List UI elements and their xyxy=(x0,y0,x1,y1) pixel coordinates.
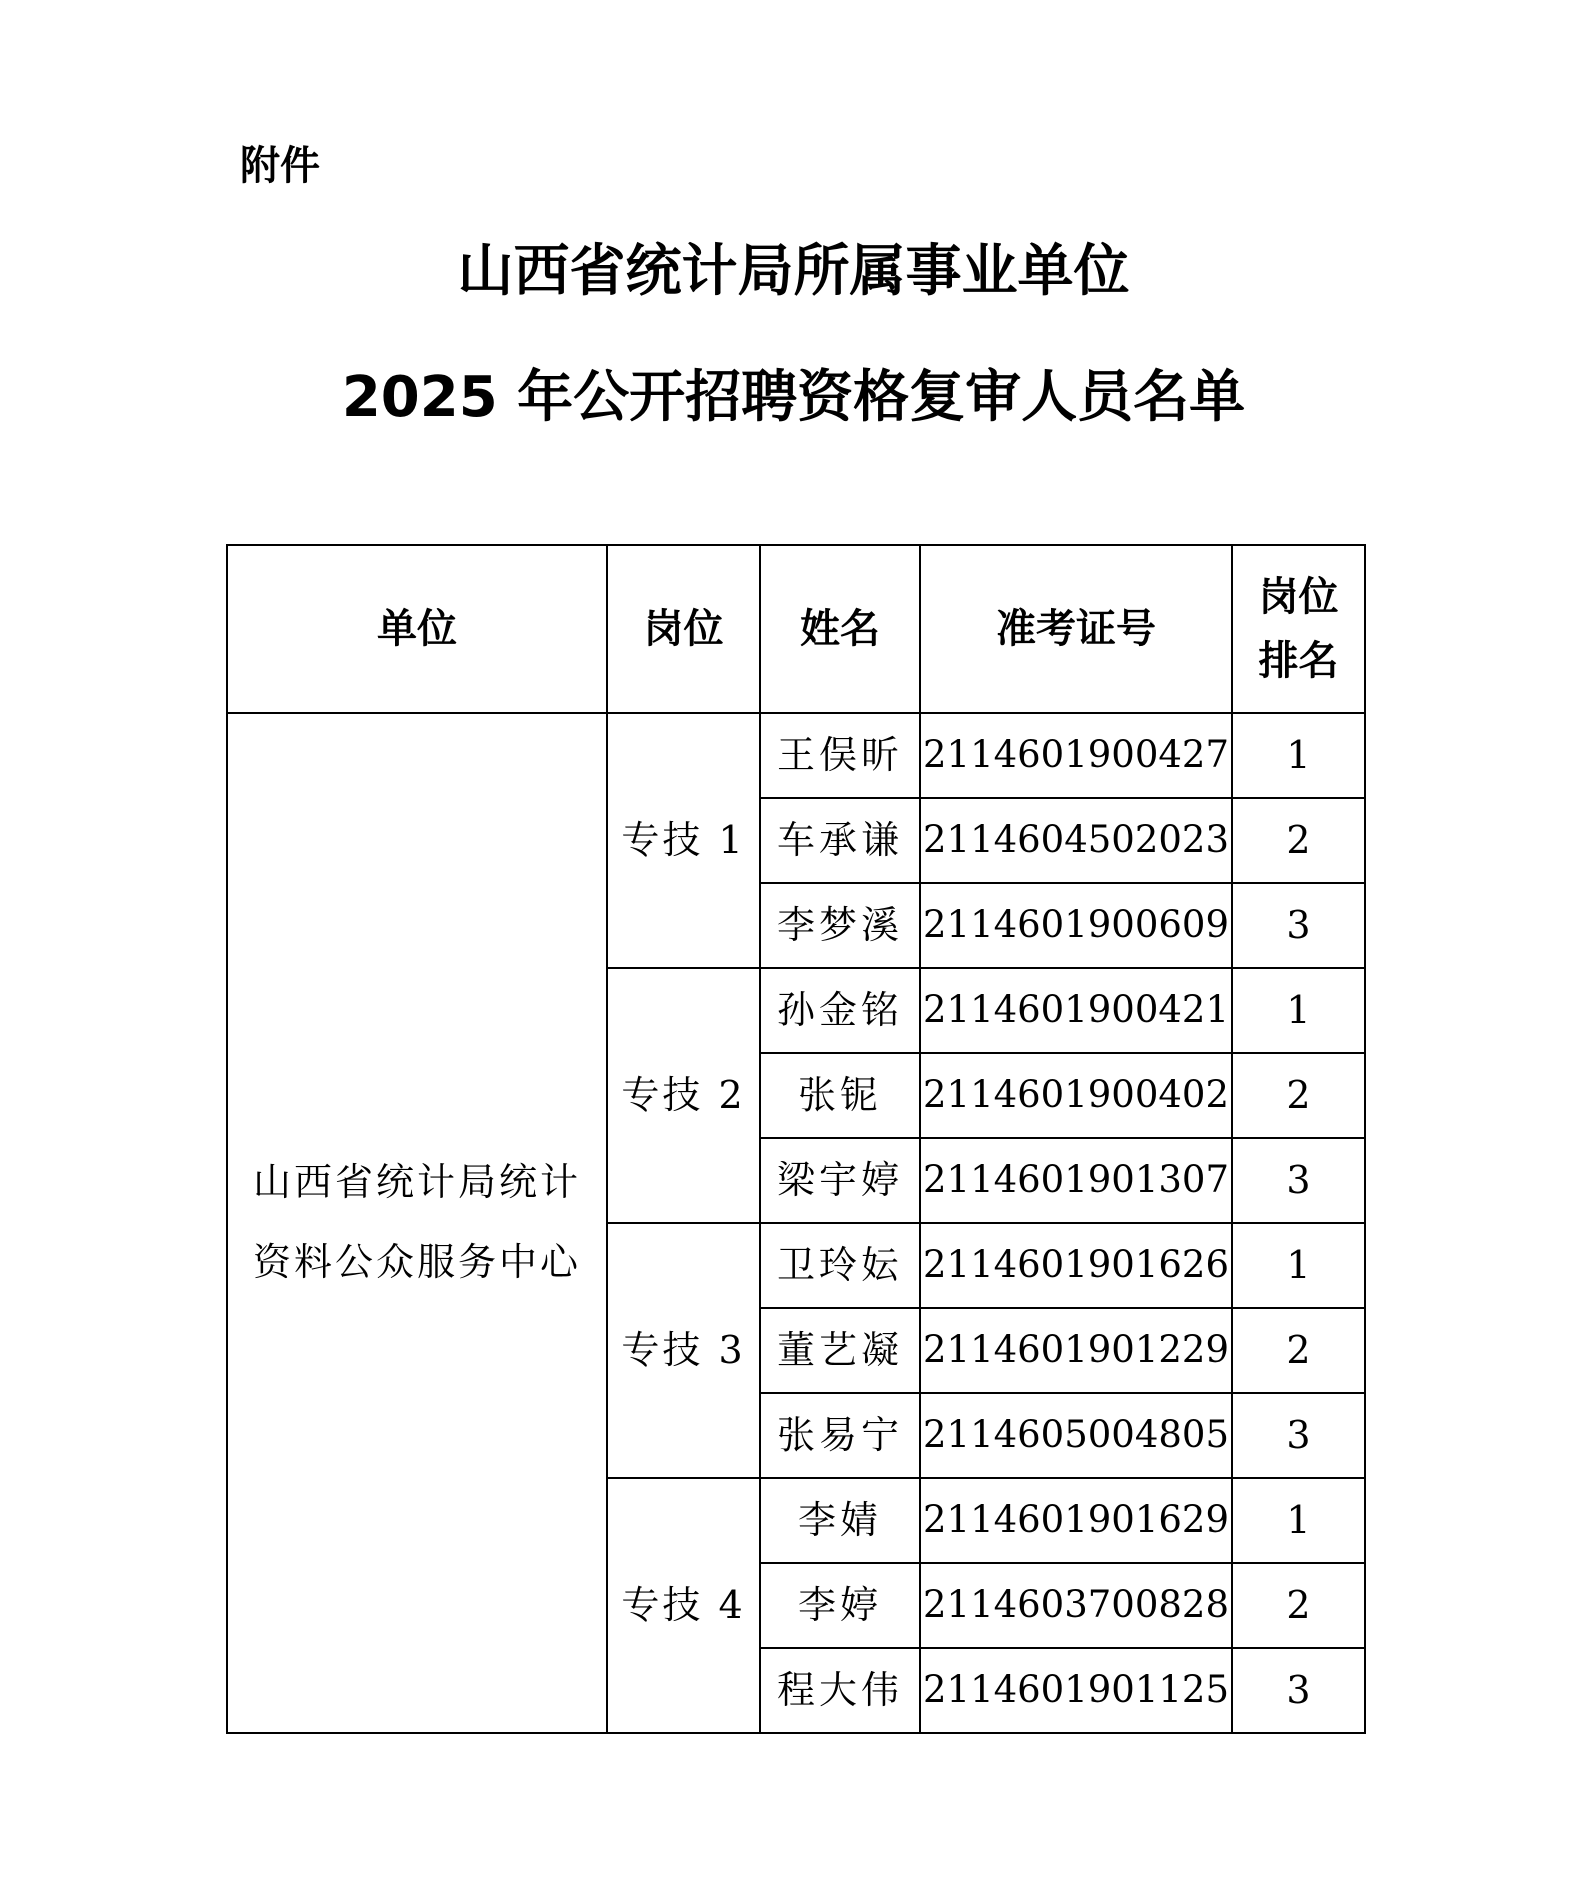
post-rank-cell: 1 xyxy=(1232,1223,1365,1308)
ticket-number-cell: 2114603700828 xyxy=(920,1563,1232,1648)
candidate-name-cell: 李婷 xyxy=(760,1563,920,1648)
ticket-number-cell: 2114601901229 xyxy=(920,1308,1232,1393)
ticket-number-cell: 2114605004805 xyxy=(920,1393,1232,1478)
candidate-roster-table xyxy=(226,544,1366,1734)
post-rank-cell: 3 xyxy=(1232,1648,1365,1733)
ticket-number-cell: 2114601900421 xyxy=(920,968,1232,1053)
ticket-number-cell: 2114601901125 xyxy=(920,1648,1232,1733)
header-unit: 单位 xyxy=(227,545,607,713)
ticket-number-cell: 2114601901626 xyxy=(920,1223,1232,1308)
unit-cell: 山西省统计局统计资料公众服务中心 xyxy=(227,713,607,1733)
candidate-name-cell: 程大伟 xyxy=(760,1648,920,1733)
header-post-rank-line1: 岗位 xyxy=(1258,574,1339,620)
post-rank-cell: 2 xyxy=(1232,1563,1365,1648)
header-ticket-number: 准考证号 xyxy=(920,545,1232,713)
candidate-name-cell: 李梦溪 xyxy=(760,883,920,968)
candidate-name-cell: 梁宇婷 xyxy=(760,1138,920,1223)
table-row xyxy=(227,713,1365,798)
post-rank-cell: 3 xyxy=(1232,1393,1365,1478)
table-header-row xyxy=(227,545,1365,713)
candidate-name-cell: 车承谦 xyxy=(760,798,920,883)
document-title-line2: 2025 年公开招聘资格复审人员名单 xyxy=(341,365,1246,430)
ticket-number-cell: 2114601900427 xyxy=(920,713,1232,798)
post-rank-cell: 3 xyxy=(1232,1138,1365,1223)
post-rank-cell: 1 xyxy=(1232,1478,1365,1563)
ticket-number-cell: 2114601900609 xyxy=(920,883,1232,968)
ticket-number-cell: 2114601901307 xyxy=(920,1138,1232,1223)
header-name: 姓名 xyxy=(760,545,920,713)
candidate-name-cell: 卫玲妘 xyxy=(760,1223,920,1308)
post-rank-cell: 2 xyxy=(1232,798,1365,883)
candidate-name-cell: 孙金铭 xyxy=(760,968,920,1053)
ticket-number-cell: 2114601900402 xyxy=(920,1053,1232,1138)
post-cell: 专技 1 xyxy=(607,713,760,968)
post-cell: 专技 2 xyxy=(607,968,760,1223)
header-post-rank-line2: 排名 xyxy=(1258,638,1339,684)
post-rank-cell: 1 xyxy=(1232,968,1365,1053)
post-rank-cell: 1 xyxy=(1232,713,1365,798)
document-title-line1: 山西省统计局所属事业单位 xyxy=(457,239,1130,304)
post-rank-cell: 3 xyxy=(1232,883,1365,968)
candidate-name-cell: 王俣昕 xyxy=(760,713,920,798)
header-post: 岗位 xyxy=(607,545,760,713)
candidate-name-cell: 张铌 xyxy=(760,1053,920,1138)
candidate-name-cell: 张易宁 xyxy=(760,1393,920,1478)
candidate-name-cell: 李婧 xyxy=(760,1478,920,1563)
post-cell: 专技 4 xyxy=(607,1478,760,1733)
attachment-label: 附件 xyxy=(240,143,320,189)
ticket-number-cell: 2114604502023 xyxy=(920,798,1232,883)
table-body xyxy=(227,713,1365,1733)
candidate-name-cell: 董艺凝 xyxy=(760,1308,920,1393)
post-cell: 专技 3 xyxy=(607,1223,760,1478)
post-rank-cell: 2 xyxy=(1232,1308,1365,1393)
ticket-number-cell: 2114601901629 xyxy=(920,1478,1232,1563)
header-post-rank xyxy=(1232,545,1365,713)
post-rank-cell: 2 xyxy=(1232,1053,1365,1138)
